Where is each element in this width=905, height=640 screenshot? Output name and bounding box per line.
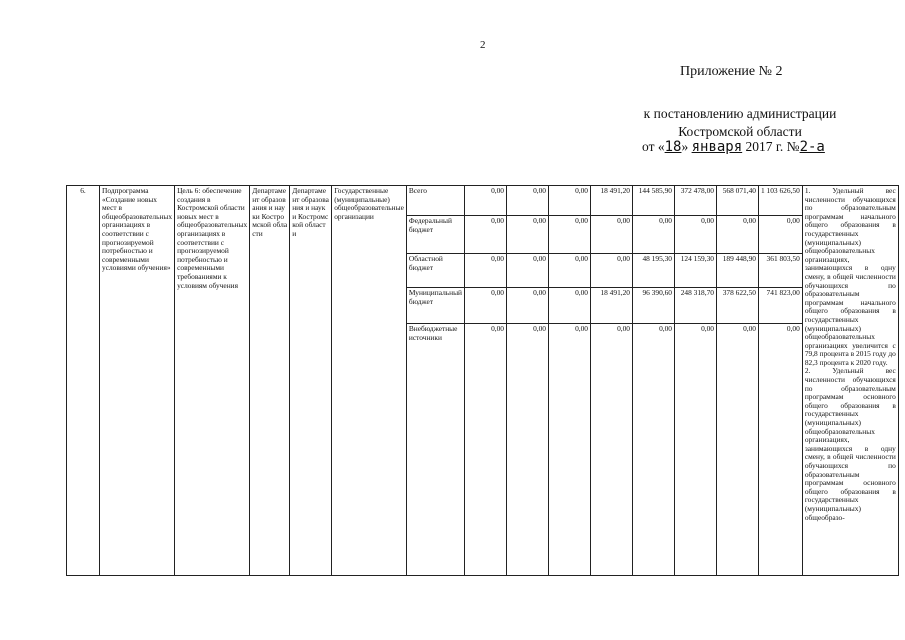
value-cell: 568 071,40: [717, 186, 759, 216]
date-number: 2-а: [799, 139, 825, 155]
department-cell-2: Департамент образования и науки Костромской области: [290, 186, 332, 576]
value-cell: 0,00: [591, 324, 633, 576]
value-cell: 0,00: [717, 216, 759, 254]
appendix-title: Приложение № 2: [680, 64, 783, 79]
value-cell: 0,00: [759, 324, 803, 576]
date-mid: »: [681, 139, 692, 154]
value-cell: 48 195,30: [633, 254, 675, 288]
value-cell: 378 622,50: [717, 288, 759, 324]
value-cell: 0,00: [591, 254, 633, 288]
source-name: Внебюджетные источники: [406, 324, 464, 576]
value-cell: 361 803,50: [759, 254, 803, 288]
value-cell: 0,00: [465, 288, 507, 324]
value-cell: 741 823,00: [759, 288, 803, 324]
row-number: 6.: [67, 186, 100, 576]
value-cell: 0,00: [507, 254, 549, 288]
result-paragraph-1: 1. Удельный вес численности обучающихся по образовательным программам начального общего образования в государственных (муниципальных) общеобразовательных организациях, занимающихся в одну смену, в общей численности обучающихся по образовательным программам начального общего образования в государственных (муниципальных) общеобразовательных организациях увеличится с 79,8 процента в 2015 году до 82,3 процента к 2020 году.: [804, 186, 896, 367]
value-cell: 372 478,00: [675, 186, 717, 216]
budget-table: [66, 185, 899, 576]
value-cell: 18 491,20: [591, 288, 633, 324]
value-cell: 0,00: [507, 186, 549, 216]
value-cell: 0,00: [675, 324, 717, 576]
page-number: 2: [480, 39, 486, 51]
value-cell: 0,00: [549, 288, 591, 324]
value-cell: 0,00: [675, 216, 717, 254]
result-paragraph-2: 2. Удельный вес численности обучающихся по образовательным программам основного общего образования в государственных (муниципальных) общеобразовательных организациях, занимающихся в одну смену, в общей численности обучающихся по образовательным программам основного общего образования в государственных (муниципальных) общеобразо-: [804, 366, 896, 522]
goal-cell: Цель 6: обеспечение создания в Костромской области новых мест в общеобразовательных организациях в соответствии с прогнозируемой потребностью и современными требованиями к условиям обучения: [175, 186, 250, 576]
value-cell: 124 159,30: [675, 254, 717, 288]
value-cell: 144 585,90: [633, 186, 675, 216]
subprogram-cell: Подпрограмма «Создание новых мест в общеобразовательных организациях в соответствии с прогнозируемой потребностью и современными условиями обучения»: [100, 186, 175, 576]
decree-reference: [630, 105, 850, 141]
value-cell: 0,00: [759, 216, 803, 254]
source-name: Муниципальный бюджет: [406, 288, 464, 324]
expected-results-cell: [802, 186, 898, 576]
date-day: 18: [664, 139, 682, 155]
value-cell: 0,00: [465, 216, 507, 254]
value-cell: 0,00: [549, 186, 591, 216]
value-cell: 0,00: [465, 254, 507, 288]
date-year: 2017 г. №: [742, 139, 800, 154]
value-cell: 0,00: [507, 216, 549, 254]
decree-line-1: к постановлению администрации: [643, 106, 837, 121]
value-cell: 96 390,60: [633, 288, 675, 324]
value-cell: 189 448,90: [717, 254, 759, 288]
value-cell: 0,00: [591, 216, 633, 254]
value-cell: 248 318,70: [675, 288, 717, 324]
value-cell: 0,00: [549, 324, 591, 576]
value-cell: 0,00: [717, 324, 759, 576]
decree-date-line: [642, 139, 825, 155]
source-name: Всего: [406, 186, 464, 216]
value-cell: 0,00: [633, 324, 675, 576]
date-month: января: [691, 139, 743, 155]
value-cell: 0,00: [633, 216, 675, 254]
value-cell: 0,00: [465, 186, 507, 216]
value-cell: 0,00: [465, 324, 507, 576]
source-name: Областной бюджет: [406, 254, 464, 288]
table-row: [67, 186, 899, 216]
value-cell: 1 103 626,50: [759, 186, 803, 216]
organizations-cell: Государственные (муниципальные) общеобразовательные организации: [332, 186, 407, 576]
value-cell: 0,00: [507, 324, 549, 576]
department-cell-1: Департамент образования и науки Костромской области: [250, 186, 290, 576]
value-cell: 0,00: [549, 254, 591, 288]
value-cell: 18 491,20: [591, 186, 633, 216]
decree-line-2: Костромской области: [678, 124, 802, 139]
date-prefix: от «: [642, 139, 665, 154]
source-name: Федеральный бюджет: [406, 216, 464, 254]
value-cell: 0,00: [549, 216, 591, 254]
value-cell: 0,00: [507, 288, 549, 324]
